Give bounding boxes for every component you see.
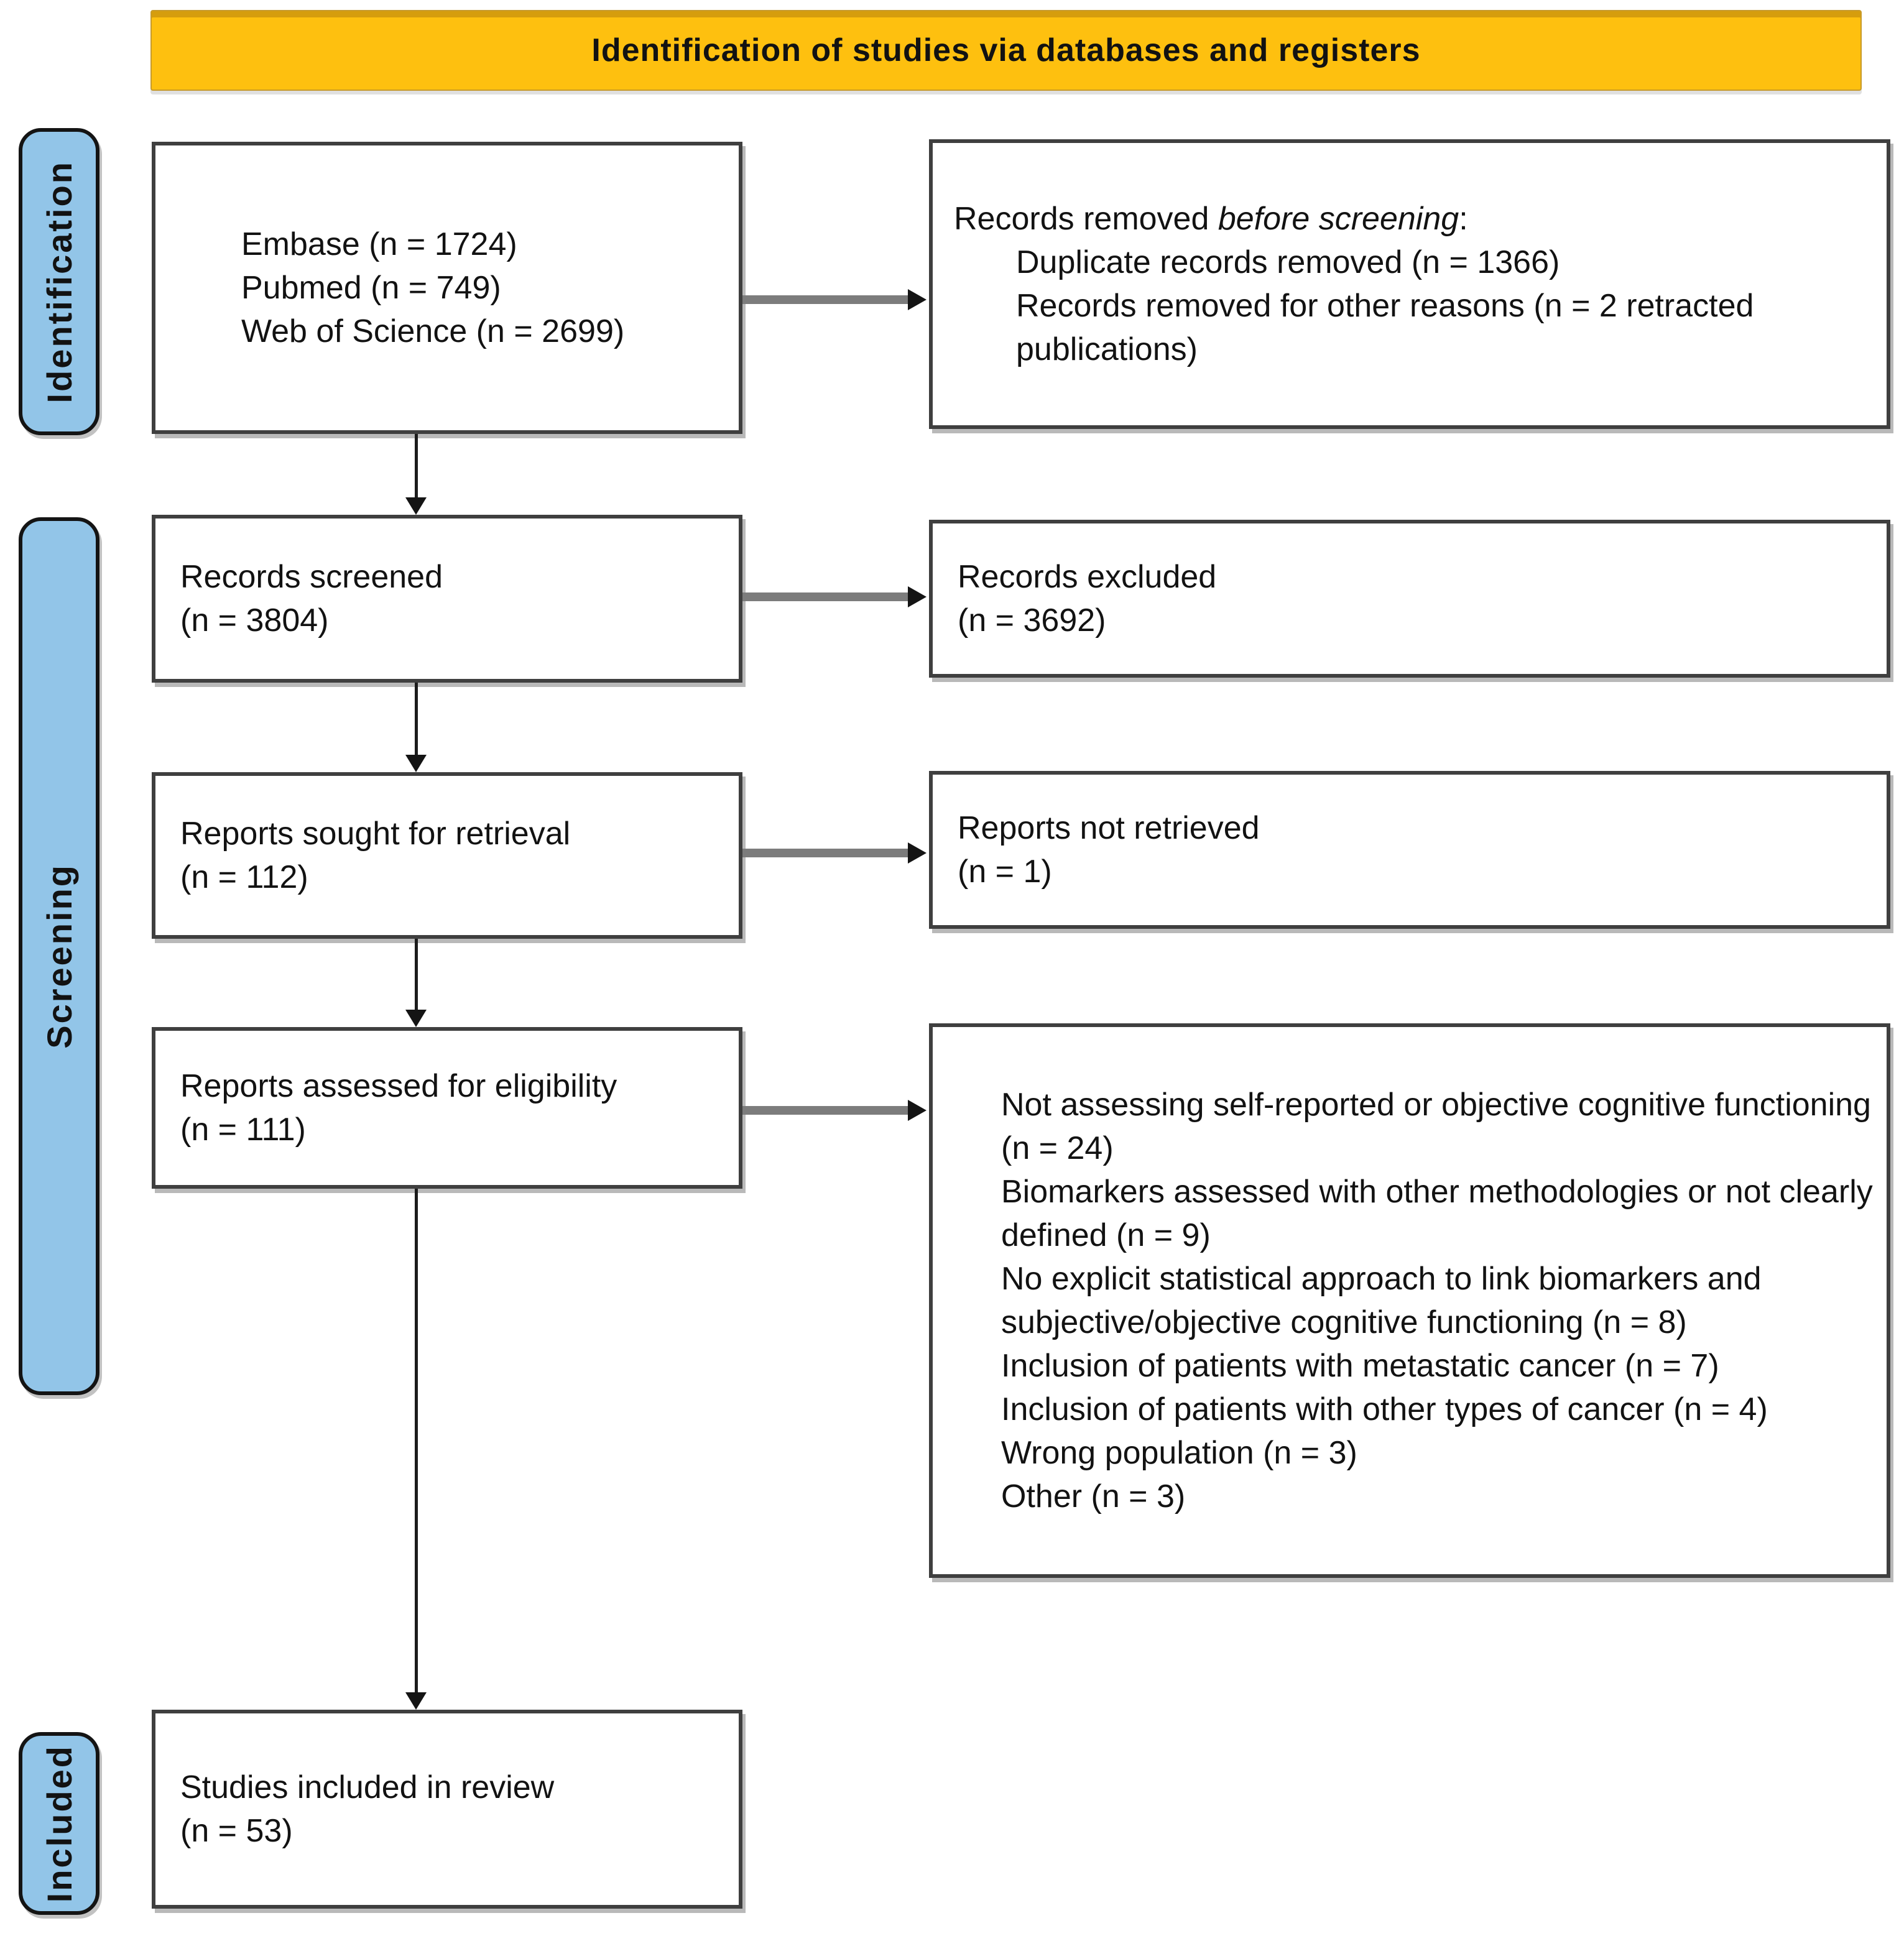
exclusion-reason: Biomarkers assessed with other methodologies or not clearly defined (n = 9) [1001, 1174, 1873, 1253]
heading-italic: before screening [1218, 201, 1459, 237]
stage-label-included [19, 1732, 99, 1915]
exclusion-reason: Not assessing self-reported or objective cognitive functioning (n = 24) [1001, 1087, 1871, 1166]
arrowhead-right-icon [908, 289, 927, 310]
box-label: Records screened [180, 559, 443, 595]
exclusion-reason: No explicit statistical approach to link biomarkers and subjective/objective cognitive functioning (n = 8) [1001, 1261, 1762, 1340]
connector-screened-to-sought [415, 683, 418, 755]
exclusion-reason: Other (n = 3) [1001, 1478, 1186, 1514]
exclusion-reason: Wrong population (n = 3) [1001, 1435, 1357, 1471]
heading-prefix: Records removed [954, 201, 1218, 237]
records-removed-heading [954, 197, 1870, 241]
box-label: Reports assessed for eligibility [180, 1068, 617, 1104]
box-label: Studies included in review [180, 1769, 555, 1805]
exclusion-reason: Inclusion of patients with other types of cancer (n = 4) [1001, 1391, 1768, 1427]
box-records-excluded [929, 520, 1890, 678]
stage-label-identification [19, 128, 99, 435]
box-exclusion-reasons [929, 1023, 1890, 1578]
arrowhead-right-icon [908, 1100, 927, 1121]
heading-suffix: : [1459, 201, 1468, 237]
records-removed-item: Duplicate records removed (n = 1366) [1016, 244, 1560, 280]
stage-label-identification-text: Identification [39, 160, 79, 403]
box-count: (n = 3692) [958, 602, 1106, 638]
box-count: (n = 111) [180, 1112, 306, 1148]
arrowhead-right-icon [908, 586, 927, 607]
banner-title: Identification of studies via databases and registers [591, 32, 1421, 68]
box-databases [152, 142, 742, 434]
connector-screened-to-excluded [742, 592, 908, 601]
box-records-screened [152, 515, 742, 683]
records-removed-item: Records removed for other reasons (n = 2 retracted publications) [1016, 288, 1754, 367]
arrowhead-down-icon [405, 1010, 427, 1027]
box-reports-sought [152, 772, 742, 939]
exclusion-reason: Inclusion of patients with metastatic cancer (n = 7) [1001, 1348, 1719, 1384]
box-count: (n = 1) [958, 854, 1052, 890]
arrowhead-down-icon [405, 755, 427, 772]
connector-assessed-to-exclusion-reasons [742, 1106, 908, 1115]
database-source: Embase (n = 1724) [241, 226, 517, 262]
box-studies-included [152, 1710, 742, 1909]
box-reports-assessed [152, 1027, 742, 1189]
connector-sought-to-assessed [415, 939, 418, 1010]
stage-label-screening-text: Screening [39, 864, 79, 1049]
arrowhead-down-icon [405, 1692, 427, 1710]
box-count: (n = 53) [180, 1813, 293, 1849]
connector-databases-to-removed [742, 295, 908, 304]
box-count: (n = 3804) [180, 602, 329, 638]
box-label: Reports not retrieved [958, 810, 1260, 846]
box-records-removed [929, 139, 1890, 429]
arrowhead-down-icon [405, 497, 427, 515]
box-reports-not-retrieved [929, 771, 1890, 929]
arrowhead-right-icon [908, 842, 927, 864]
connector-databases-to-screened [415, 434, 418, 500]
connector-assessed-to-included [415, 1189, 418, 1692]
database-source: Pubmed (n = 749) [241, 270, 501, 306]
stage-label-screening [19, 517, 99, 1395]
connector-sought-to-not-retrieved [742, 849, 908, 857]
database-source: Web of Science (n = 2699) [241, 313, 625, 349]
box-count: (n = 112) [180, 859, 308, 895]
box-label: Records excluded [958, 559, 1217, 595]
stage-label-included-text: Included [39, 1744, 79, 1903]
box-label: Reports sought for retrieval [180, 816, 571, 852]
banner [150, 10, 1862, 91]
